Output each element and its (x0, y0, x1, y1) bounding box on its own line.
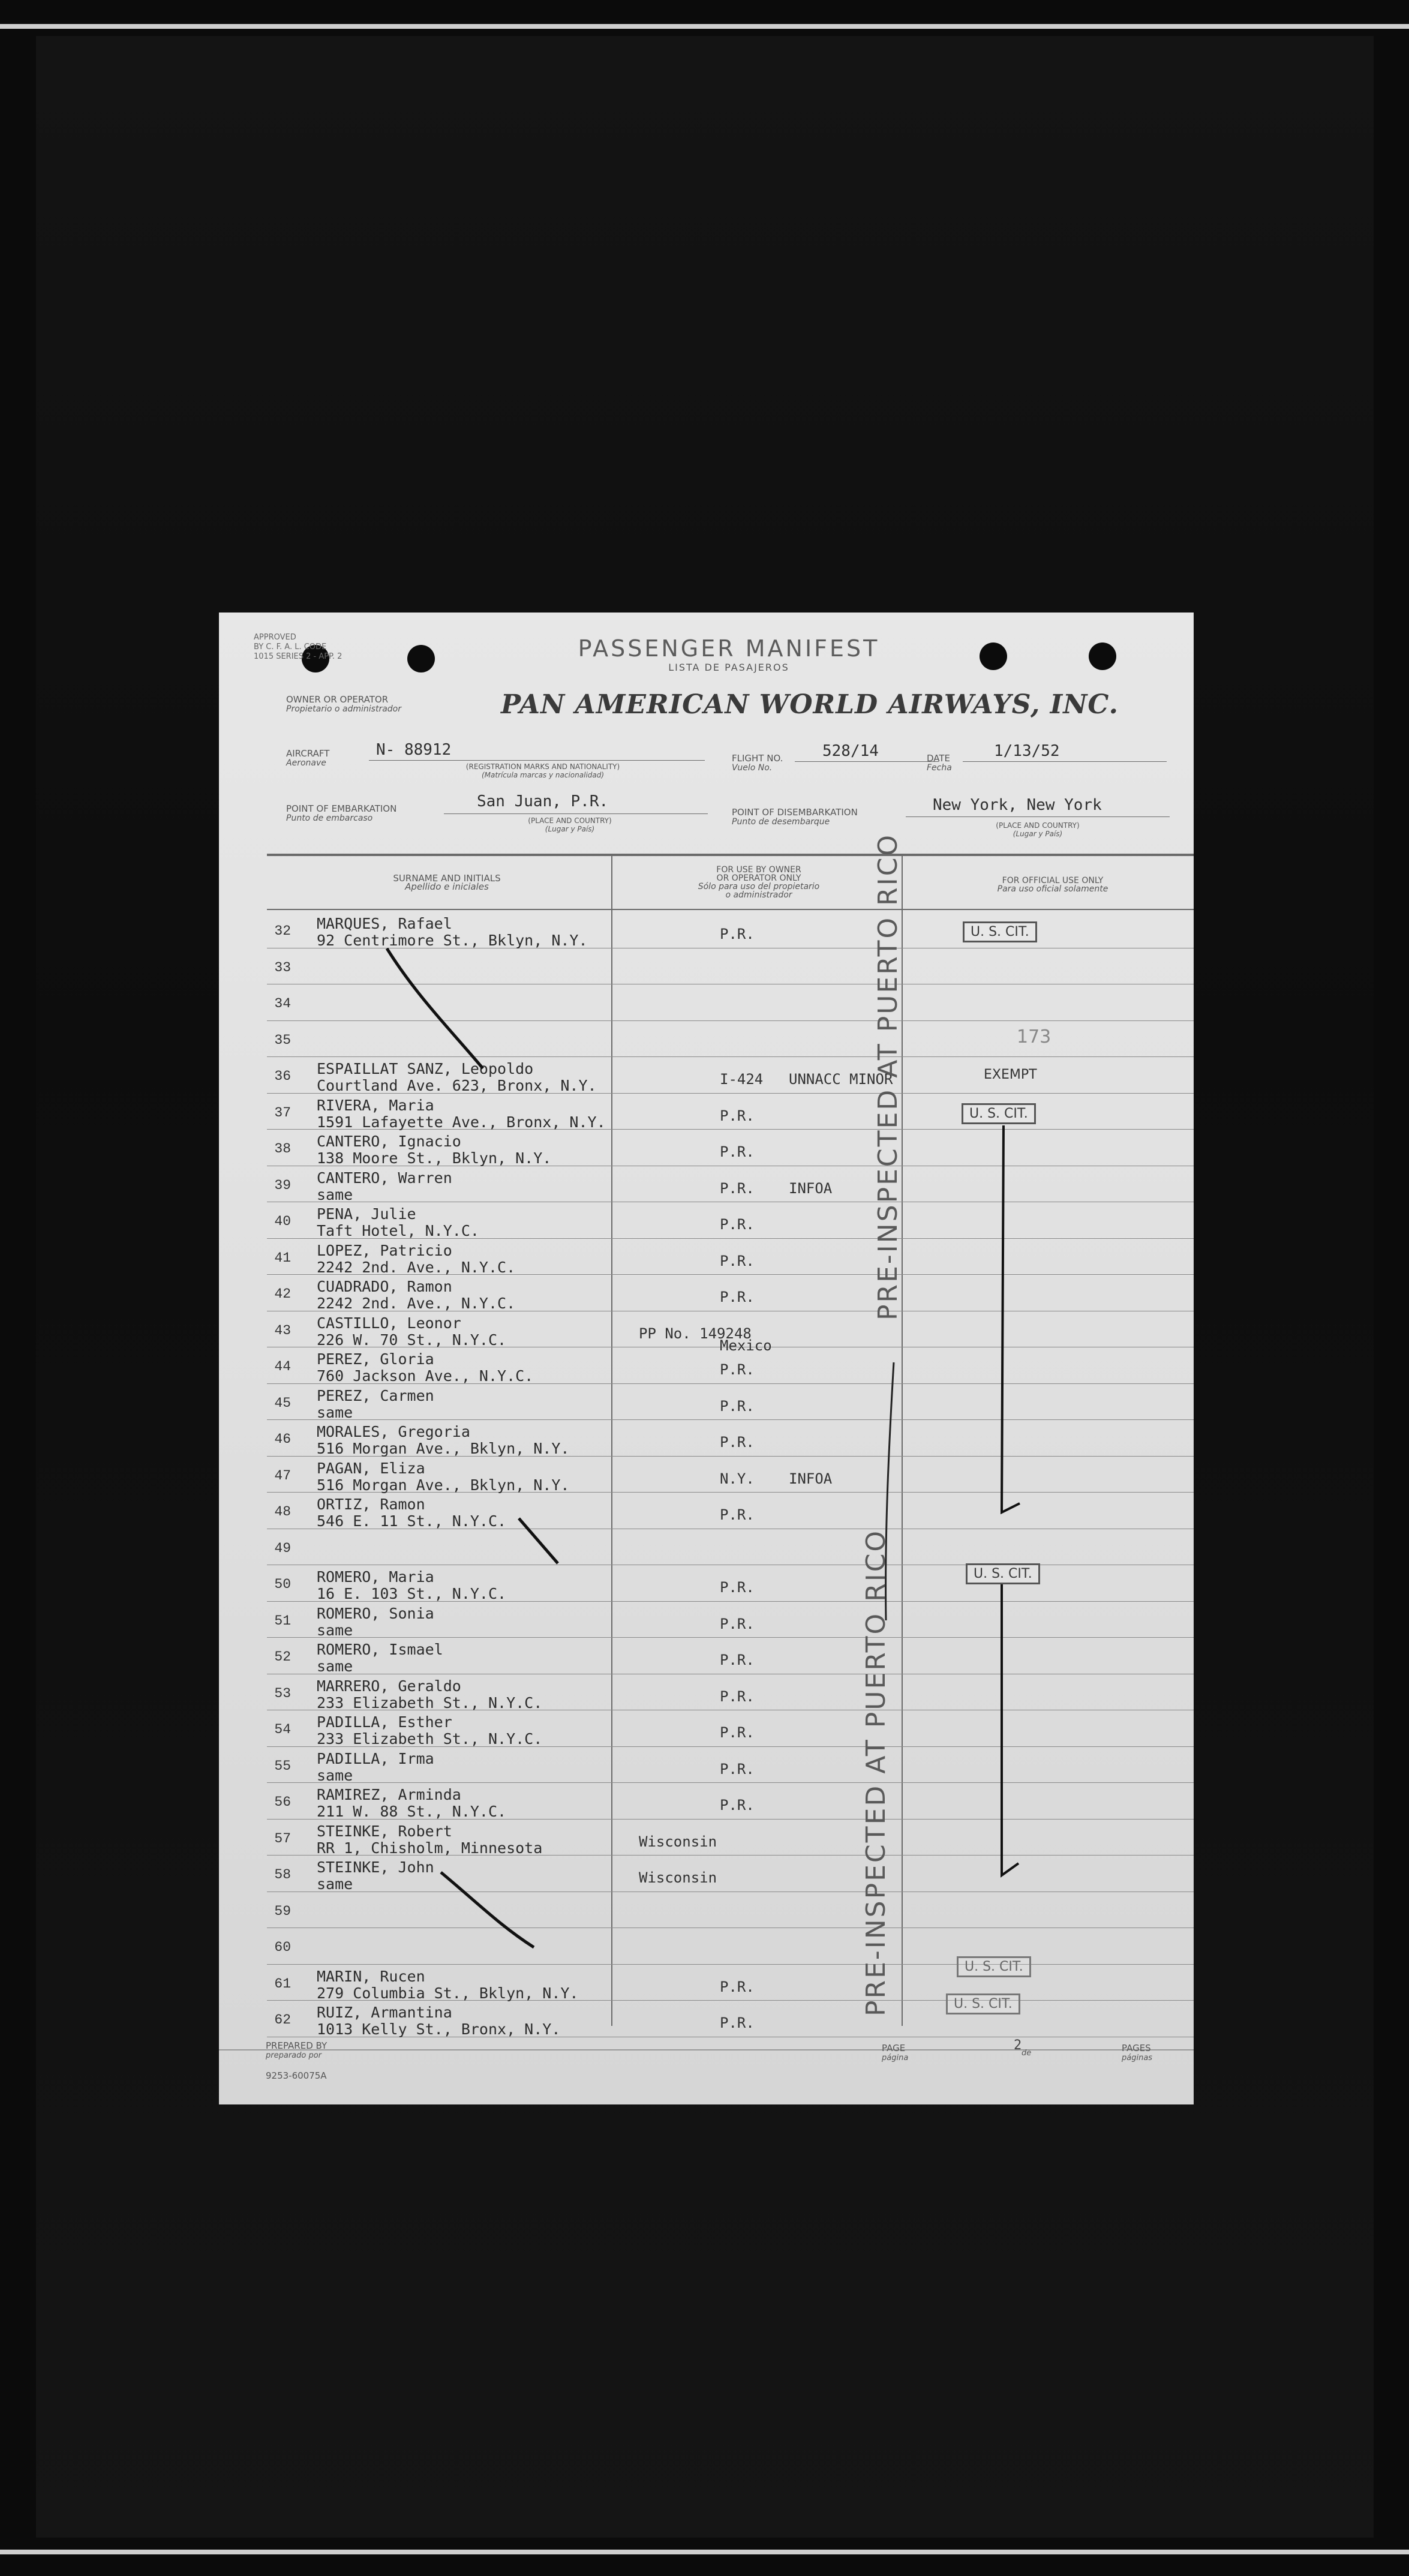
passenger-address: same (317, 1658, 353, 1675)
passenger-address: RR 1, Chisholm, Minnesota (317, 1839, 543, 1857)
preinspected-stamp: PRE-INSPECTED AT PUERTO RICO (861, 1529, 891, 2016)
embark-place-label-es: (Lugar y País) (545, 825, 595, 833)
form-subtitle: LISTA DE PASAJEROS (668, 662, 789, 673)
passenger-name: ROMERO, Ismael (317, 1641, 443, 1658)
operator-use-value: P.R. (720, 926, 755, 942)
operator-use-value: P.R. (720, 1216, 755, 1233)
strike-mark (387, 948, 483, 1068)
passenger-name: CUADRADO, Ramon (317, 1278, 452, 1295)
operator-use-value: P.R. (720, 1579, 755, 1596)
ink-line (886, 1362, 894, 1620)
passenger-name: RUIZ, Armantina (317, 2004, 452, 2021)
passenger-address: 226 W. 70 St., N.Y.C. (317, 1331, 507, 1349)
row-number: 47 (274, 1467, 291, 1484)
us-cit-stamp: U. S. CIT. (962, 1103, 1036, 1124)
passenger-address: 2242 2nd. Ave., N.Y.C. (317, 1295, 516, 1312)
operator-header-line: OR OPERATOR ONLY (716, 873, 801, 883)
passenger-name: RIVERA, Maria (317, 1096, 434, 1114)
operator-use-value: P.R. (720, 1107, 755, 1124)
disembark-place-label-es: (Lugar y País) (1013, 830, 1063, 838)
row-number: 43 (274, 1322, 291, 1338)
embark-place-label-en: (PLACE AND COUNTRY) (528, 816, 612, 825)
passenger-address: same (317, 1766, 353, 1784)
operator-header-es: Sólo para uso del propietario (698, 882, 820, 891)
operator-use-value: P.R. (720, 1289, 755, 1305)
row-number: 49 (274, 1540, 291, 1556)
operator-use-value: Wisconsin (639, 1833, 717, 1850)
operator-use-value: P.R. (720, 2014, 755, 2031)
prepared-by-label (266, 2041, 327, 2060)
owner-label-es: Propietario o administrador (286, 704, 401, 714)
flight-label-es: Vuelo No. (732, 763, 773, 773)
passenger-name: ROMERO, Sonia (317, 1604, 434, 1622)
operator-use-note: Mexico (720, 1337, 772, 1354)
row-number: 58 (274, 1867, 291, 1883)
row-number: 62 (274, 2012, 291, 2028)
operator-use-value: P.R. (720, 1179, 755, 1197)
operator-use-value: P.R. (720, 1688, 755, 1705)
operator-use-value: P.R. (720, 1252, 755, 1269)
row-number: 34 (274, 996, 291, 1011)
flight-label-en: FLIGHT NO. (732, 753, 783, 764)
operator-use-value: P.R. (720, 1397, 755, 1415)
operator-use-value: P.R. (720, 1143, 755, 1160)
page-label-en: PAGE (882, 2043, 906, 2053)
row-number: 41 (274, 1250, 291, 1266)
ditto-arrow (1002, 1125, 1020, 1512)
row-number: 40 (274, 1214, 291, 1229)
pages-label-en: PAGES (1122, 2043, 1151, 2053)
us-cit-stamp: U. S. CIT. (957, 1956, 1031, 1977)
operator-header-es: o administrador (725, 890, 792, 900)
row-number: 44 (274, 1359, 291, 1374)
operator-header-line: FOR USE BY OWNER (716, 865, 801, 875)
row-number: 50 (274, 1577, 291, 1592)
prepared-by-es: preparado por (266, 2051, 322, 2060)
passenger-name: STEINKE, Robert (317, 1822, 452, 1840)
aircraft-label-en: AIRCRAFT (286, 748, 330, 759)
embark-label-es: Punto de embarcaso (286, 813, 373, 823)
passenger-name: PEREZ, Gloria (317, 1350, 434, 1368)
page-value: 2 (1014, 2038, 1022, 2053)
passenger-address: same (317, 1875, 353, 1893)
passenger-name: MARRERO, Geraldo (317, 1677, 461, 1695)
passenger-address: 211 W. 88 St., N.Y.C. (317, 1803, 507, 1820)
embark-value: San Juan, P.R. (477, 792, 609, 810)
page-label-es: página (882, 2053, 909, 2062)
passenger-name: PEREZ, Carmen (317, 1386, 434, 1404)
manifest-page (219, 613, 1194, 2104)
us-cit-stamp: U. S. CIT. (966, 1563, 1040, 1584)
passenger-name: STEINKE, John (317, 1859, 434, 1876)
row-number: 45 (274, 1395, 291, 1411)
row-number: 42 (274, 1286, 291, 1302)
strike-mark (441, 1872, 534, 1947)
passenger-address: same (317, 1621, 353, 1639)
passenger-address: 233 Elizabeth St., N.Y.C. (317, 1730, 543, 1748)
us-cit-stamp: U. S. CIT. (963, 921, 1037, 942)
operator-use-value: P.R. (720, 1361, 755, 1378)
passenger-name: CASTILLO, Leonor (317, 1314, 461, 1332)
operator-use-note: INFOA (789, 1179, 833, 1197)
operator-use-value: P.R. (720, 1506, 755, 1523)
row-number: 55 (274, 1758, 291, 1774)
passenger-address: same (317, 1403, 353, 1421)
official-header-es: Para uso oficial solamente (997, 884, 1108, 894)
passenger-name: CANTERO, Ignacio (317, 1133, 461, 1150)
operator-use-value: I-424 (720, 1071, 764, 1088)
row-number: 52 (274, 1649, 291, 1665)
strike-mark (519, 1518, 558, 1563)
passenger-address: 233 Elizabeth St., N.Y.C. (317, 1694, 543, 1712)
row-number: 35 (274, 1032, 291, 1048)
row-number: 36 (274, 1068, 291, 1084)
row-number: 38 (274, 1141, 291, 1157)
passenger-address: 546 E. 11 St., N.Y.C. (317, 1512, 507, 1530)
ditto-arrow (1002, 1584, 1019, 1875)
row-number: 53 (274, 1685, 291, 1701)
row-number: 57 (274, 1830, 291, 1847)
form-title: PASSENGER MANIFEST (578, 635, 880, 662)
row-number: 54 (274, 1722, 291, 1737)
surname-header-en: SURNAME AND INITIALS (393, 873, 501, 884)
passenger-name: MARIN, Rucen (317, 1967, 425, 1985)
owner-label-en: OWNER OR OPERATOR (286, 694, 389, 705)
passenger-name: PENA, Julie (317, 1205, 416, 1223)
passenger-address: 760 Jackson Ave., N.Y.C. (317, 1367, 534, 1385)
date-value: 1/13/52 (994, 742, 1060, 760)
operator-use-note: UNNACC MINOR (789, 1071, 893, 1088)
passenger-name: RAMIREZ, Arminda (317, 1786, 461, 1803)
passenger-name: PADILLA, Esther (317, 1713, 452, 1731)
embark-label-en: POINT OF EMBARKATION (286, 803, 397, 814)
passenger-address: 279 Columbia St., Bklyn, N.Y. (317, 1984, 579, 2002)
date-label-en: DATE (927, 753, 951, 764)
row-number: 60 (274, 1939, 291, 1955)
disembark-label-en: POINT OF DISEMBARKATION (732, 807, 858, 818)
passenger-address: 16 E. 103 St., N.Y.C. (317, 1585, 507, 1602)
passenger-address: Courtland Ave. 623, Bronx, N.Y. (317, 1077, 597, 1094)
passenger-name: LOPEZ, Patricio (317, 1241, 452, 1259)
operator-use-note: INFOA (789, 1470, 833, 1487)
passenger-address: 516 Morgan Ave., Bklyn, N.Y. (317, 1476, 570, 1494)
film-edge-top (0, 24, 1409, 29)
row-number: 32 (274, 923, 291, 939)
passenger-address: 92 Centrimore St., Bklyn, N.Y. (317, 932, 588, 949)
passenger-name: PAGAN, Eliza (317, 1459, 425, 1477)
row-number: 46 (274, 1431, 291, 1447)
official-header-en: FOR OFFICIAL USE ONLY (1002, 876, 1104, 885)
passenger-address: 2242 2nd. Ave., N.Y.C. (317, 1258, 516, 1276)
passenger-name: ORTIZ, Ramon (317, 1496, 425, 1513)
passenger-name: ESPAILLAT SANZ, Leopoldo (317, 1060, 534, 1077)
pages-label (1122, 2044, 1152, 2062)
surname-header-es: Apellido e iniciales (405, 881, 489, 892)
aircraft-label-es: Aeronave (286, 758, 326, 768)
row-number: 51 (274, 1613, 291, 1629)
registration-label-en: (REGISTRATION MARKS AND NATIONALITY) (465, 762, 620, 771)
prepared-by-en: PREPARED BY (266, 2040, 328, 2051)
operator-use-value: P.R. (720, 1724, 755, 1741)
pages-label-es: páginas (1122, 2053, 1153, 2062)
row-number: 61 (274, 1975, 291, 1992)
preinspected-stamp: PRE-INSPECTED AT PUERTO RICO (873, 833, 903, 1320)
exempt-stamp: EXEMPT (984, 1067, 1037, 1082)
form-code: 9253-60075A (266, 2070, 327, 2081)
page-of-label: de (1022, 2049, 1032, 2058)
disembark-label-es: Punto de desembarque (732, 817, 830, 827)
approval-line: APPROVED (254, 633, 296, 642)
passenger-address: 138 Moore St., Bklyn, N.Y. (317, 1149, 552, 1167)
registration-label-es: (Matrícula marcas y nacionalidad) (481, 771, 605, 779)
passenger-address: same (317, 1185, 353, 1203)
row-number: 59 (274, 1903, 291, 1919)
flight-value: 528/14 (822, 742, 879, 760)
approval-line: BY C. F. A. L. CODE (254, 643, 327, 651)
handwritten-marks (219, 613, 1194, 2104)
passenger-name: MARQUES, Rafael (317, 915, 452, 932)
operator-use-value: P.R. (720, 1434, 755, 1451)
operator-use-value: P.R. (720, 1652, 755, 1668)
row-number: 33 (274, 959, 291, 975)
passenger-name: MORALES, Gregoria (317, 1423, 470, 1440)
operator-use-value: P.R. (720, 1760, 755, 1778)
page-label (882, 2044, 908, 2062)
disembark-place-label-en: (PLACE AND COUNTRY) (996, 821, 1080, 830)
footer-rule (219, 2049, 1194, 2050)
operator-use-value: P.R. (720, 1615, 755, 1632)
row-number: 37 (274, 1104, 291, 1121)
operator-use-value: PP No. 149248 (639, 1325, 752, 1342)
passenger-name: ROMERO, Maria (317, 1568, 434, 1586)
operator-use-value: N.Y. (720, 1470, 755, 1487)
passenger-name: PADILLA, Irma (317, 1749, 434, 1767)
approval-line: 1015 SERIES 2 - APP. 2 (254, 652, 343, 661)
row-number: 48 (274, 1504, 291, 1520)
passenger-name: CANTERO, Warren (317, 1169, 452, 1187)
film-edge-bottom (0, 2550, 1409, 2554)
operator-use-value: Wisconsin (639, 1869, 717, 1886)
aircraft-value: N- 88912 (376, 741, 452, 759)
disembark-value: New York, New York (933, 796, 1102, 814)
passenger-address: 516 Morgan Ave., Bklyn, N.Y. (317, 1440, 570, 1457)
passenger-address: Taft Hotel, N.Y.C. (317, 1222, 479, 1239)
row-number: 39 (274, 1177, 291, 1193)
passenger-address: 1591 Lafayette Ave., Bronx, N.Y. (317, 1113, 606, 1131)
exempt-number: 173 (1017, 1026, 1052, 1047)
operator-name: PAN AMERICAN WORLD AIRWAYS, INC. (501, 689, 1119, 720)
date-label-es: Fecha (927, 763, 952, 773)
passenger-address: 1013 Kelly St., Bronx, N.Y. (317, 2020, 561, 2038)
row-number: 56 (274, 1794, 291, 1810)
operator-use-value: P.R. (720, 1978, 755, 1995)
operator-use-value: P.R. (720, 1797, 755, 1814)
us-cit-stamp: U. S. CIT. (946, 1993, 1020, 2014)
